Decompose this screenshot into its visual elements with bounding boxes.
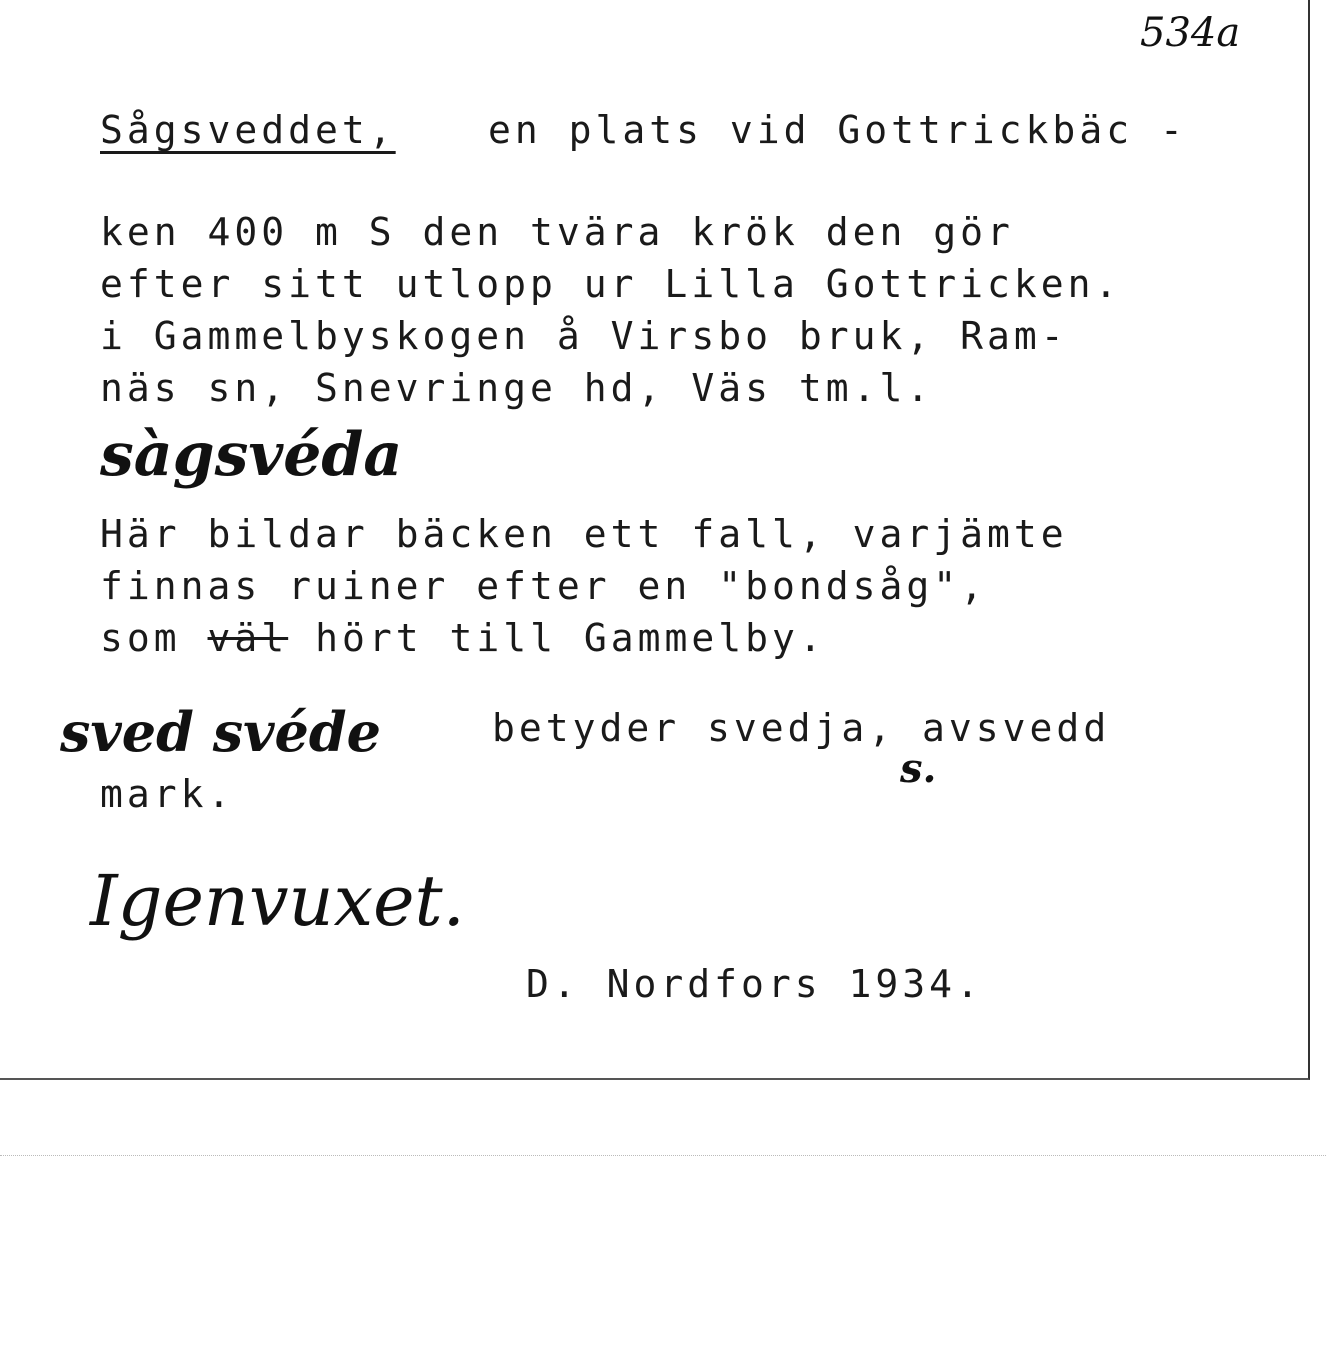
meaning-line-2: mark. bbox=[100, 772, 235, 816]
description-line-3: i Gammelbyskogen å Virsbo bruk, Ram- bbox=[100, 314, 1068, 358]
note-line-2: finnas ruiner efter en "bondsåg", bbox=[100, 564, 987, 608]
note-line-1: Här bildar bäcken ett fall, varjämte bbox=[100, 512, 1068, 556]
signature: D. Nordfors 1934. bbox=[526, 962, 983, 1006]
scan-divider bbox=[0, 1155, 1326, 1156]
note-line-3-start: som bbox=[100, 616, 181, 660]
meaning-line-1: betyder svedja, avsvedd bbox=[492, 706, 1111, 750]
description-line-1: ken 400 m S den tvära krök den gör bbox=[100, 210, 1014, 254]
note-line-3 bbox=[100, 616, 826, 660]
note-line-3-end: hört till Gammelby. bbox=[315, 616, 826, 660]
description-line-2: efter sitt utlopp ur Lilla Gottricken. bbox=[100, 262, 1122, 306]
handwritten-pronunciation-1: sàgsvéda bbox=[100, 420, 403, 490]
description-line-4: näs sn, Snevringe hd, Väs tm.l. bbox=[100, 366, 934, 410]
handwritten-note: Igenvuxet. bbox=[90, 860, 465, 942]
handwritten-s-mark: s. bbox=[900, 745, 937, 792]
card-number: 534a bbox=[1140, 10, 1241, 56]
handwritten-pronunciation-2: sved svéde bbox=[60, 700, 381, 764]
line1-text: en plats vid Gottrickbäc - bbox=[488, 108, 1187, 152]
headword: Sågsveddet, bbox=[100, 108, 396, 152]
struck-word: väl bbox=[207, 616, 289, 660]
